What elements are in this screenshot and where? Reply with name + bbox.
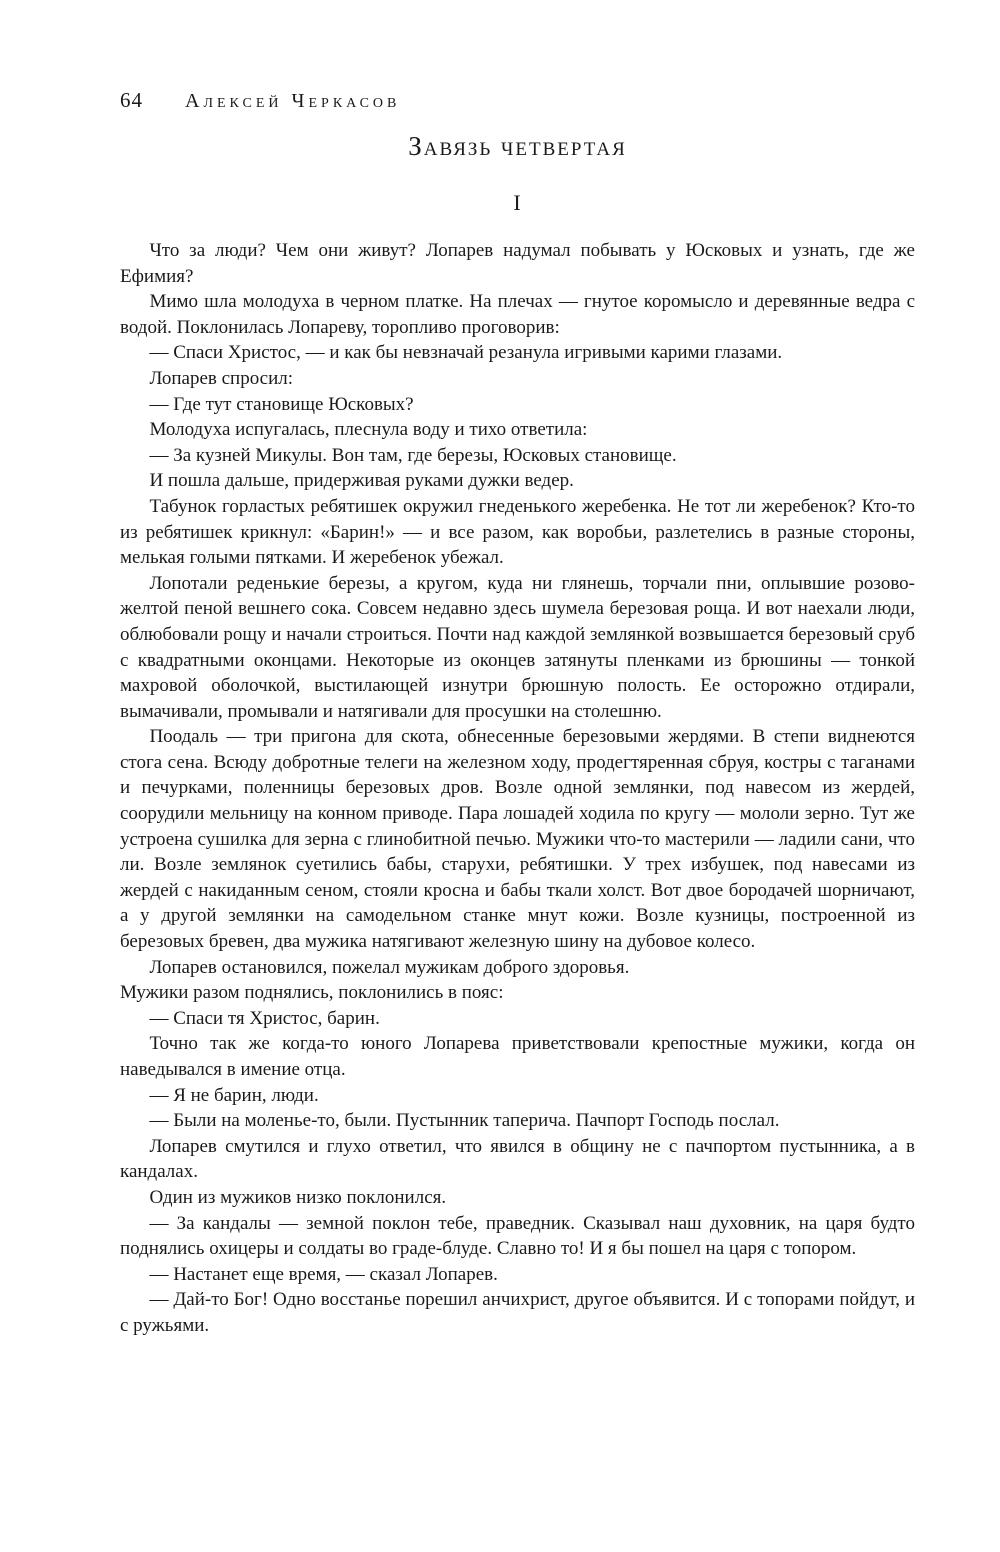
paragraph: — Где тут становище Юсковых?	[149, 393, 414, 415]
paragraph: — Спаси Христос, — и как бы невзначай резанула игривыми карими глазами.	[149, 342, 783, 364]
paragraph: И пошла дальше, придерживая руками дужки ведер.	[149, 470, 574, 492]
paragraph: — Я не барин, люди.	[149, 1084, 319, 1106]
paragraph: Поодаль — три пригона для скота, обнесенные березовыми жердями. В степи виднеются стога сена. Всюду добротные телеги на железном ходу, продегтяренная сбруя, костры с таганами и печурками, поленницы березовых дров. Возле одной землянки, под навесом из жердей, соорудили мельницу на конном приводе. Пара лошадей ходила по кругу — мололи зерно. Тут же устроена сушилка для зерна с глинобитной печью. Мужики что-то мастерили — ладили сани, что ли. Возле землянок суетились бабы, старухи, ребятишки. У трех избушек, под навесами из жердей с накиданным сеном, стояли кросна и бабы ткали холст. Вот двое бородачей шорничают, а у другой землянки на самодельном станке мнут кожи. Возле кузницы, построенной из березовых бревен, два мужика натягивают железную шину на дубовое колесо.	[120, 726, 915, 953]
paragraph: — Были на моленье-то, были. Пустынник таперича. Пачпорт Господь послал.	[149, 1110, 780, 1132]
page-body	[120, 131, 915, 1339]
paragraph: — Спаси тя Христос, барин.	[149, 1007, 380, 1029]
paragraph: Лопарев спросил:	[149, 367, 294, 389]
paragraph: Лопотали реденькие березы, а кругом, куда ни глянешь, торчали пни, оплывшие розово-желтой пеной вешнего сока. Совсем недавно здесь шумела березовая роща. И вот наехали люди, облюбовали рощу и начали строиться. Почти над каждой землянкой возвышается березовый сруб с квадратными оконцами. Некоторые из оконцев затянуты пленками из брюшины — тонкой махровой оболочкой, выстилающей изнутри брюшную полость. Ее осторожно отдирали, вымачивали, промывали и натягивали для просушки на столешню.	[120, 572, 915, 722]
paragraph: Что за люди? Чем они живут? Лопарев надумал побывать у Юсковых и узнать, где же Ефимия?	[120, 240, 915, 287]
section-number: I	[513, 190, 522, 215]
paragraph: Табунок горластых ребятишек окружил гнеденького жеребенка. Не тот ли жеребенок? Кто-то из ребятишек крикнул: «Барин!» — и все разом, как воробьи, разлетелись в разные стороны, мелькая голыми пятками. И жеребенок убежал.	[120, 495, 915, 569]
paragraph: Один из мужиков низко поклонился.	[149, 1186, 447, 1208]
paragraph: — За кандалы — земной поклон тебе, праведник. Сказывал наш духовник, на царя будто поднялись охицеры и солдаты во граде-блуде. Славно то! И я бы пошел на царя с топором.	[120, 1212, 915, 1260]
paragraph: Лопарев остановился, пожелал мужикам доброго здоровья.	[149, 956, 630, 978]
paragraph: — Настанет еще время, — сказал Лопарев.	[149, 1263, 498, 1285]
paragraph: — Дай-то Бог! Одно восстанье порешил анчихрист, другое объявится. И с топорами пойдут, и с ружьями.	[120, 1289, 915, 1336]
paragraph: Мимо шла молодуха в черном платке. На плечах — гнутое коромысло и деревянные ведра с водой. Поклонилась Лопареву, торопливо проговорив:	[120, 291, 915, 338]
author-name: Алексей Черкасов	[185, 90, 401, 112]
body-text	[120, 238, 915, 1339]
paragraph: Мужики разом поднялись, поклонились в пояс:	[120, 982, 504, 1004]
chapter-title: Завязь четвертая	[408, 131, 627, 161]
paragraph: — За кузней Микулы. Вон там, где березы, Юсковых становище.	[149, 444, 677, 466]
paragraph: Точно так же когда-то юного Лопарева приветствовали крепостные мужики, когда он наведывался в имение отца.	[120, 1033, 915, 1080]
paragraph: Молодуха испугалась, плеснула воду и тихо ответила:	[149, 419, 588, 441]
running-header	[120, 88, 915, 113]
paragraph: Лопарев смутился и глухо ответил, что явился в общину не с пачпортом пустынника, а в кандалах.	[120, 1135, 915, 1183]
page-number: 64	[120, 88, 143, 112]
